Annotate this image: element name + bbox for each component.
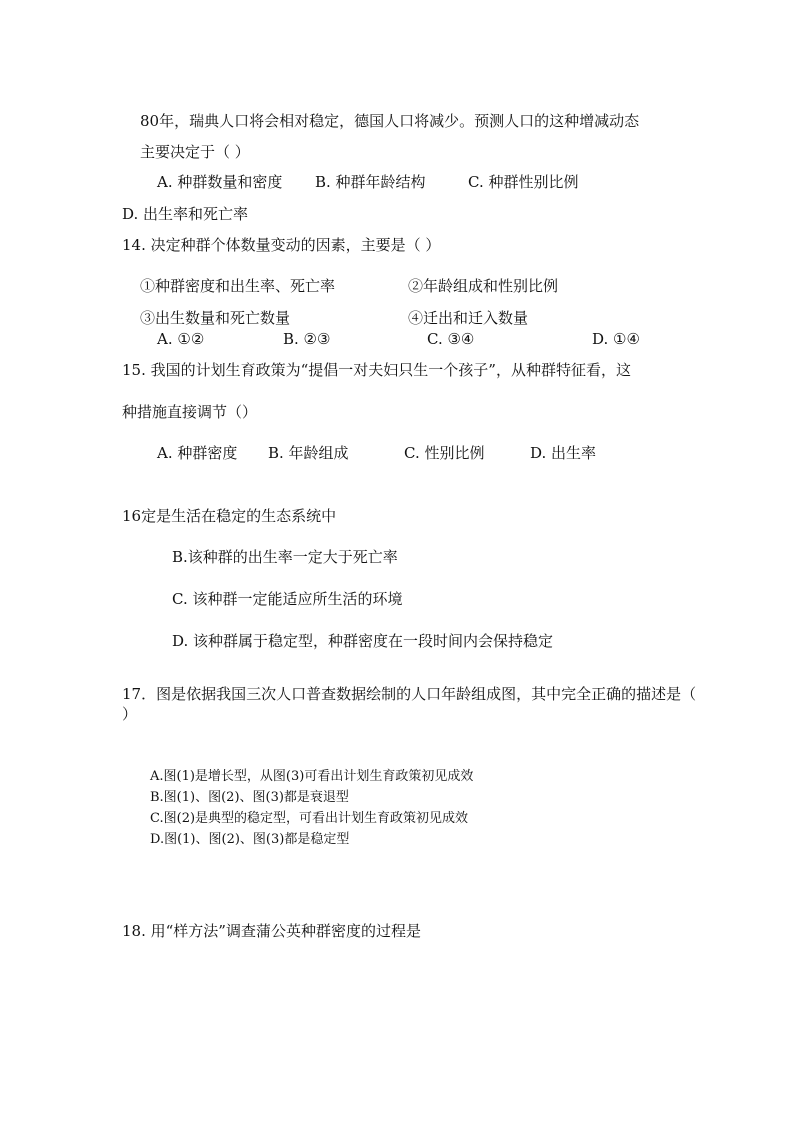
q13-option-c: C. 种群性别比例 <box>468 173 579 191</box>
q15-option-a: A. 种群密度 <box>157 444 238 462</box>
q13-stem-line1: 80年，瑞典人口将会相对稳定，德国人口将减少。预测人口的这种增减动态 <box>140 112 640 130</box>
q16-option-b: B.该种群的出生率一定大于死亡率 <box>172 548 398 566</box>
q14-item-4: ④迁出和迁入数量 <box>408 309 529 327</box>
q17-option-a: A.图(1)是增长型，从图(3)可看出计划生育政策初见成效 <box>150 769 474 784</box>
q15-stem-line1: 15. 我国的计划生育政策为“提倡一对夫妇只生一个孩子”，从种群特征看，这 <box>122 361 631 379</box>
q16-stem: 16定是生活在稳定的生态系统中 <box>122 507 337 525</box>
q13-option-d: D. 出生率和死亡率 <box>122 205 249 223</box>
q14-option-c: C. ③④ <box>427 330 475 348</box>
q16-option-c: C. 该种群一定能适应所生活的环境 <box>172 590 403 608</box>
q17-stem-line1: 17．图是依据我国三次人口普查数据绘制的人口年龄组成图，其中完全正确的描述是（ <box>122 685 697 703</box>
q14-item-3: ③出生数量和死亡数量 <box>140 309 291 327</box>
q18-stem: 18. 用“样方法”调查蒲公英种群密度的过程是 <box>122 922 421 940</box>
q14-stem: 14. 决定种群个体数量变动的因素，主要是（ ） <box>122 236 441 254</box>
q14-item-1: ①种群密度和出生率、死亡率 <box>140 277 336 295</box>
q13-stem-line2: 主要决定于（ ） <box>140 143 250 161</box>
q17-option-b: B.图(1)、图(2)、图(3)都是衰退型 <box>150 790 349 805</box>
q14-option-a: A. ①② <box>157 330 205 348</box>
q13-option-a: A. 种群数量和密度 <box>157 173 283 191</box>
q14-option-d: D. ①④ <box>592 330 640 348</box>
q17-option-c: C.图(2)是典型的稳定型，可看出计划生育政策初见成效 <box>150 811 469 826</box>
q15-option-b: B. 年龄组成 <box>268 444 349 462</box>
q15-option-d: D. 出生率 <box>530 444 597 462</box>
q17-stem-line2: ） <box>122 705 138 723</box>
q14-option-b: B. ②③ <box>283 330 331 348</box>
q15-option-c: C. 性别比例 <box>404 444 485 462</box>
q17-option-d: D.图(1)、图(2)、图(3)都是稳定型 <box>150 832 350 847</box>
q14-item-2: ②年龄组成和性别比例 <box>408 277 559 295</box>
q16-option-d: D. 该种群属于稳定型，种群密度在一段时间内会保持稳定 <box>172 632 554 650</box>
q15-stem-line2: 种措施直接调节（） <box>122 403 258 421</box>
q13-option-b: B. 种群年龄结构 <box>315 173 426 191</box>
